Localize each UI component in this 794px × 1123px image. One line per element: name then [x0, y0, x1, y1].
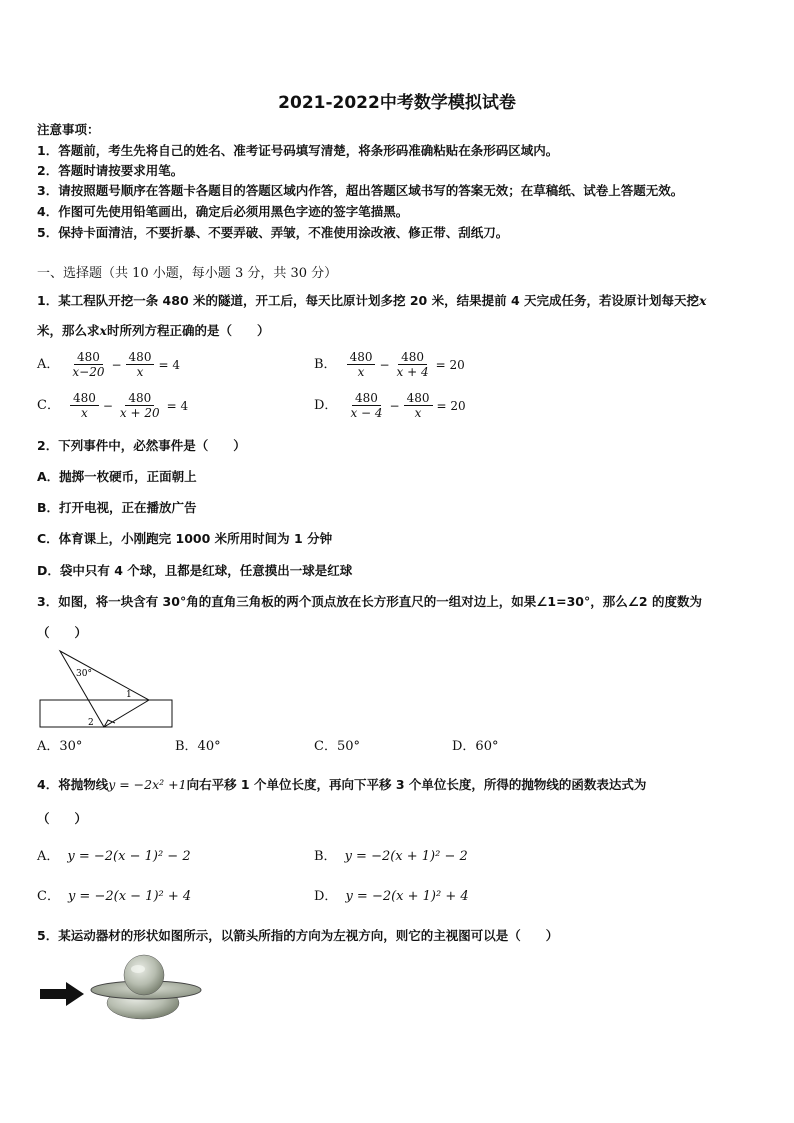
- question-2-stem: 2．下列事件中，必然事件是（ ）: [37, 438, 246, 453]
- fraction: $\frac{480}{x}$: [70, 391, 99, 420]
- question-3-option-c[interactable]: C．50°: [314, 739, 360, 754]
- question-1-option-d[interactable]: D． $\frac{480}{x - 4}$ − $\frac{480}{x}$ = 20: [314, 391, 466, 420]
- upper-ball: [124, 955, 164, 995]
- fraction: $\frac{480}{x}$: [404, 391, 433, 420]
- question-1-option-b[interactable]: B． $\frac{480}{x}$ − $\frac{480}{x + 4}$ = 20: [314, 350, 465, 379]
- notice-item: 5．保持卡面清洁，不要折暴、不要弄破、弄皱，不准使用涂改液、修正带、刮纸刀。: [37, 225, 509, 240]
- notice-heading: 注意事项：: [37, 122, 100, 137]
- angle-1-label: 1: [126, 690, 132, 700]
- notice-item: 2．答题时请按要求用笔。: [37, 163, 184, 178]
- question-4-option-b[interactable]: B． y = −2(x + 1)² − 2: [314, 849, 468, 864]
- notice-item: 4．作图可先使用铅笔画出，确定后必须用黑色字迹的签字笔描黑。: [37, 204, 409, 219]
- angle-2-label: 2: [88, 718, 94, 728]
- question-2-option-b[interactable]: B．打开电视，正在播放广告: [37, 500, 197, 515]
- fraction: $\frac{480}{x + 4}$: [396, 350, 429, 379]
- ruler-triangle-figure: [38, 648, 178, 730]
- question-3-option-d[interactable]: D．60°: [452, 739, 499, 754]
- question-2-option-a[interactable]: A．抛掷一枚硬币，正面朝上: [37, 469, 197, 484]
- question-3-option-b[interactable]: B．40°: [175, 739, 221, 754]
- question-3-stem: 3．如图，将一块含有 30°角的直角三角板的两个顶点放在长方形直尺的一组对边上，如果∠1=30°，那么∠2 的度数为: [37, 594, 702, 609]
- question-4-stem-cont: （ ）: [37, 811, 88, 826]
- question-5-stem: 5．某运动器材的形状如图所示，以箭头所指的方向为左视方向，则它的主视图可以是（ ）: [37, 928, 559, 943]
- notice-item: 1．答题前，考生先将自己的姓名、准考证号码填写清楚，将条形码准确粘贴在条形码区域内。: [37, 143, 559, 158]
- section-heading: 一、选择题（共 10 小题，每小题 3 分，共 30 分）: [37, 266, 338, 281]
- fraction: $\frac{480}{x}$: [347, 350, 376, 379]
- notice-item: 3．请按照题号顺序在答题卡各题目的答题区域内作答，超出答题区域书写的答案无效；在草稿纸、试卷上答题无效。: [37, 183, 684, 198]
- page-title: 2021-2022中考数学模拟试卷: [278, 93, 516, 113]
- question-4-option-a[interactable]: A． y = −2(x − 1)² − 2: [37, 849, 191, 864]
- fraction: $\frac{480}{x}$: [126, 350, 155, 379]
- fraction: $\frac{480}{x-20}$: [72, 350, 105, 379]
- ball-highlight: [131, 965, 145, 973]
- question-1-option-c[interactable]: C． $\frac{480}{x}$ − $\frac{480}{x + 20}$ = 4: [37, 391, 189, 420]
- question-3-stem-cont: （ ）: [37, 625, 88, 640]
- arrow-icon: [40, 982, 84, 1006]
- fraction: $\frac{480}{x + 20}$: [119, 391, 160, 420]
- question-4-option-d[interactable]: D． y = −2(x + 1)² + 4: [314, 889, 469, 904]
- question-2-option-d[interactable]: D．袋中只有 4 个球，且都是红球，任意摸出一球是红球: [37, 563, 353, 578]
- question-1-option-a[interactable]: A． $\frac{480}{x-20}$ − $\frac{480}{x}$ = 4: [37, 350, 180, 379]
- question-1-stem: 1．某工程队开挖一条 480 米的隧道，开工后，每天比原计划多挖 20 米，结果提前 4 天完成任务，若设原计划每天挖x: [37, 293, 707, 308]
- fraction: $\frac{480}{x - 4}$: [350, 391, 383, 420]
- question-4-stem: 4．将抛物线y = −2x² +1向右平移 1 个单位长度，再向下平移 3 个单位长度，所得的抛物线的函数表达式为: [37, 777, 647, 792]
- question-1-stem-cont: 米，那么求x时所列方程正确的是（ ）: [37, 323, 270, 338]
- angle-30-label: 30°: [76, 669, 92, 679]
- sports-equipment-figure: [38, 951, 203, 1031]
- triangle: [60, 651, 149, 727]
- question-3-option-a[interactable]: A．30°: [37, 739, 83, 754]
- question-2-option-c[interactable]: C．体育课上，小刚跑完 1000 米所用时间为 1 分钟: [37, 531, 333, 546]
- question-4-option-c[interactable]: C． y = −2(x − 1)² + 4: [37, 889, 192, 904]
